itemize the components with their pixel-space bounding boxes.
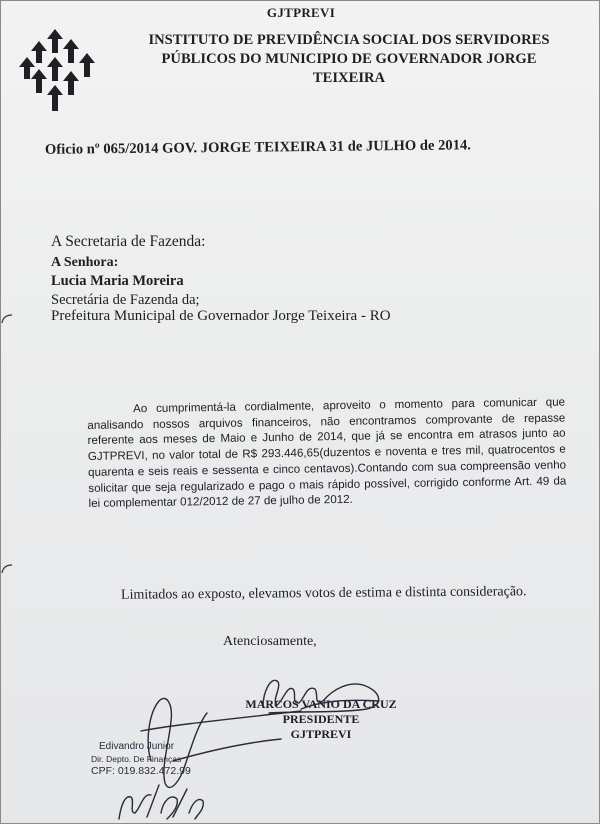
addressee-salutation: A Senhora: xyxy=(51,255,119,270)
signatory-org: GJTPREVI xyxy=(290,727,352,741)
institute-name-line: TEIXEIRA xyxy=(312,70,386,86)
header-acronym: GJTPREVI xyxy=(266,5,336,20)
addressee-role: Secretária de Fazenda da; xyxy=(51,292,200,308)
addressee-institution: Prefeitura Municipal de Governador Jorge Teixeira - RO xyxy=(51,308,391,324)
stamp-date-icon xyxy=(119,785,203,819)
stamp-role: Dir. Depto. De Finanças xyxy=(91,754,182,764)
office-number: Oficio nº 065/2014 GOV. JORGE TEIXEIRA 31 de JULHO de 2014. xyxy=(44,137,472,158)
stamp-cpf: CPF: 019.832.472.99 xyxy=(91,765,191,777)
stamp-name: Edivandro Junior xyxy=(99,741,175,752)
received-stamp xyxy=(91,741,211,777)
letter-closing: Limitados ao exposto, elevamos votos de estima e distinta consideração. xyxy=(120,584,527,603)
addressee-department: A Secretaria de Fazenda: xyxy=(51,233,206,250)
letter-regards: Atenciosamente, xyxy=(223,634,317,649)
institute-name xyxy=(109,31,589,88)
addressee-name: Lucia Maria Moreira xyxy=(51,273,184,289)
signature-block xyxy=(221,697,421,742)
signatory-role: PRESIDENTE xyxy=(282,712,360,726)
institute-logo-icon xyxy=(17,23,99,115)
letter-body: Ao cumprimentá-la cordialmente, aproveito o momento para comunicar que analisando nossos arquivos financeiros, não encontramos comprovante de repasse referente aos meses de Maio e Junho de 2014, que já se encontra em atrasos junto ao GJTPREVI, no valor total de R$ 293.446,65(duzentos e noventa e tres mil, quatrocentos e quarenta e seis reais e sessenta e cinco centavos).Contando com sua compreensão venho solicitar que seja regularizado e pago o mais rápido possível, corrigido conforme Art. 49 da lei complementar 012/2012 de 27 de julho de 2012. xyxy=(87,395,567,511)
punch-hole-icon xyxy=(1,313,13,325)
signatory-name: MARCOS VANIO DA CRUZ xyxy=(245,697,397,711)
institute-name-line: PÚBLICOS DO MUNICIPIO DE GOVERNADOR JORGE xyxy=(161,51,537,67)
institute-name-line: INSTITUTO DE PREVIDÊNCIA SOCIAL DOS SERVIDORES xyxy=(148,32,550,48)
punch-hole-icon xyxy=(1,563,13,575)
